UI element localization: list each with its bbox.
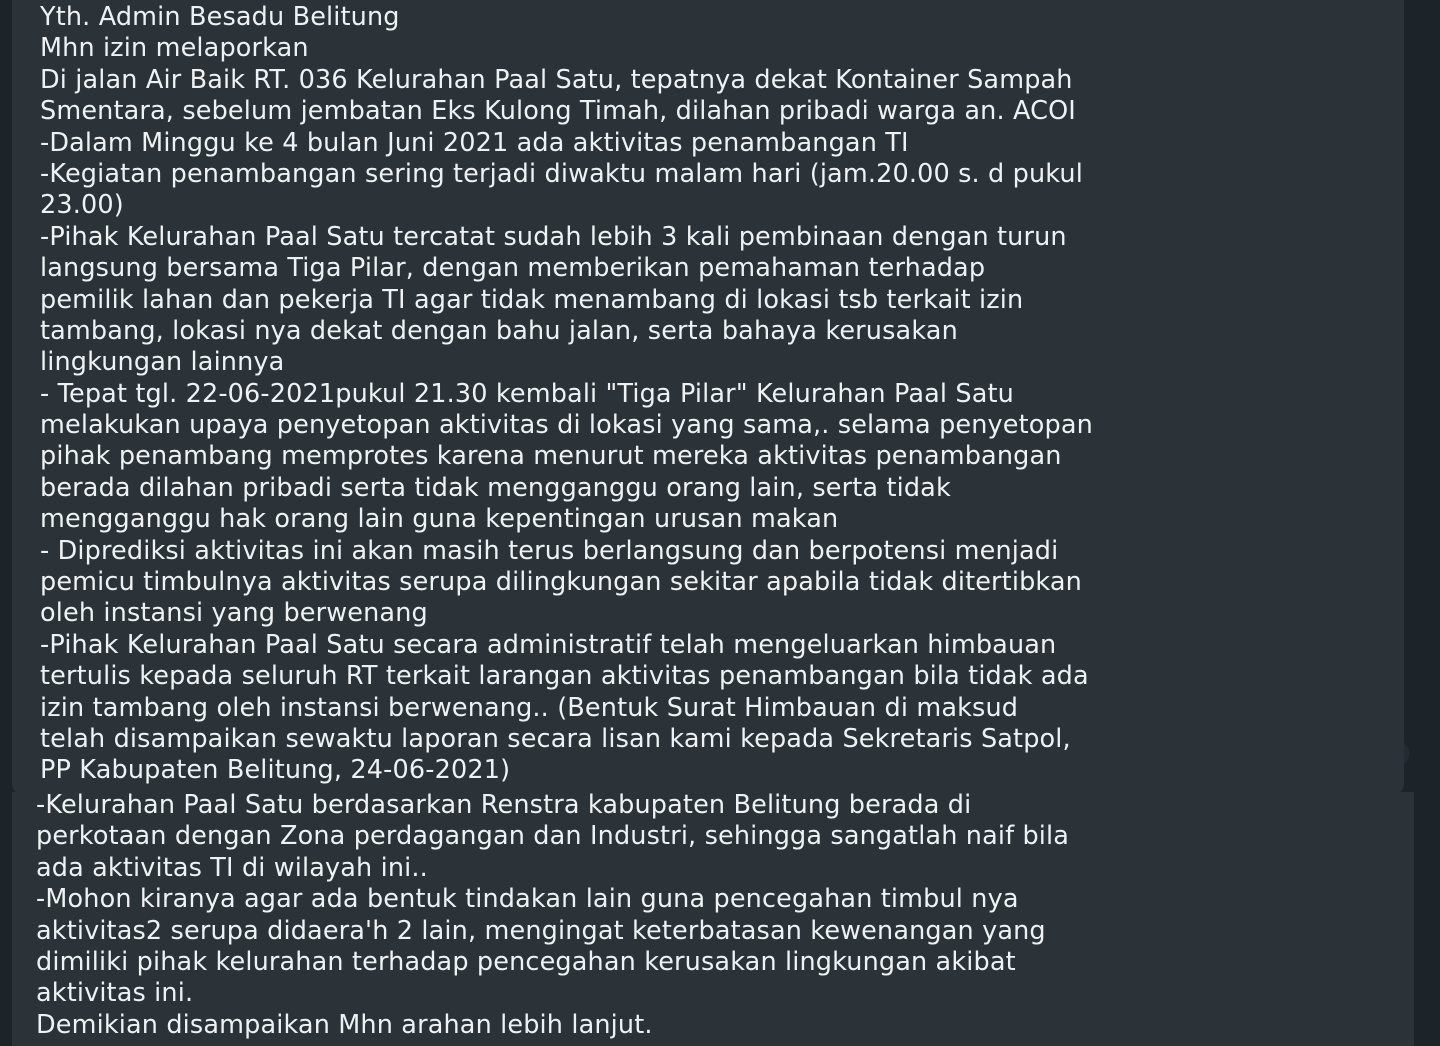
message-line: Mhn izin melaporkan bbox=[40, 33, 309, 64]
message-line: ada aktivitas TI di wilayah ini.. bbox=[36, 852, 428, 883]
message-line: Di jalan Air Baik RT. 036 Kelurahan Paal Satu, tepatnya dekat Kontainer Sampah bbox=[40, 64, 1073, 95]
message-line: oleh instansi yang berwenang bbox=[40, 598, 428, 629]
message-line: 23.00) bbox=[40, 190, 124, 221]
message-line: pemicu timbulnya aktivitas serupa dilingkungan sekitar apabila tidak ditertibkan bbox=[40, 567, 1082, 598]
message-line: -Kegiatan penambangan sering terjadi diwaktu malam hari (jam.20.00 s. d pukul bbox=[40, 158, 1083, 189]
message-line: aktivitas2 serupa didaera'h 2 lain, mengingat keterbatasan kewenangan yang bbox=[36, 915, 1046, 946]
message-line: -Pihak Kelurahan Paal Satu tercatat sudah lebih 3 kali pembinaan dengan turun bbox=[40, 221, 1067, 252]
message-line: Yth. Admin Besadu Belitung bbox=[40, 2, 400, 32]
message-line: - Tepat tgl. 22-06-2021pukul 21.30 kembali "Tiga Pilar" Kelurahan Paal Satu bbox=[40, 378, 1014, 409]
message-line: langsung bersama Tiga Pilar, dengan memberikan pemahaman terhadap bbox=[40, 253, 986, 284]
message-line: telah disampaikan sewaktu laporan secara lisan kami kepada Sekretaris Satpol, bbox=[40, 723, 1071, 754]
message-line: berada dilahan pribadi serta tidak mengganggu orang lain, serta tidak bbox=[40, 472, 951, 503]
message-line: -Kelurahan Paal Satu berdasarkan Renstra kabupaten Belitung berada di bbox=[36, 790, 972, 820]
message-line: pemilik lahan dan pekerja TI agar tidak menambang di lokasi tsb terkait izin bbox=[40, 284, 1024, 315]
message-line: izin tambang oleh instansi berwenang.. (Bentuk Surat Himbauan di maksud bbox=[40, 692, 1019, 723]
message-text-lower bbox=[36, 790, 1416, 1041]
message-line: -Mohon kiranya agar ada bentuk tindakan lain guna pencegahan timbul nya bbox=[36, 884, 1019, 915]
message-line: dimiliki pihak kelurahan terhadap pencegahan kerusakan lingkungan akibat bbox=[36, 946, 1016, 977]
message-line: melakukan upaya penyetopan aktivitas di lokasi yang sama,. selama penyetopan bbox=[40, 410, 1093, 441]
message-line: -Pihak Kelurahan Paal Satu secara administratif telah mengeluarkan himbauan bbox=[40, 629, 1057, 660]
message-line: PP Kabupaten Belitung, 24-06-2021) bbox=[40, 755, 511, 786]
message-line: tambang, lokasi nya dekat dengan bahu jalan, serta bahaya kerusakan bbox=[40, 315, 958, 346]
message-line: pihak penambang memprotes karena menurut mereka aktivitas penambangan bbox=[40, 441, 1062, 472]
message-line: -Dalam Minggu ke 4 bulan Juni 2021 ada aktivitas penambangan TI bbox=[40, 127, 909, 158]
message-line: lingkungan lainnya bbox=[40, 347, 285, 378]
message-line: perkotaan dengan Zona perdagangan dan Industri, sehingga sangatlah naif bila bbox=[36, 821, 1070, 852]
message-line: tertulis kepada seluruh RT terkait larangan aktivitas penambangan bila tidak ada bbox=[40, 661, 1089, 692]
message-line: mengganggu hak orang lain guna kepentingan urusan makan bbox=[40, 504, 839, 535]
message-line: Demikian disampaikan Mhn arahan lebih lanjut. bbox=[36, 1009, 653, 1040]
message-text-upper bbox=[40, 2, 1420, 787]
message-line: aktivitas ini. bbox=[36, 978, 194, 1009]
message-line: - Diprediksi aktivitas ini akan masih terus berlangsung dan berpotensi menjadi bbox=[40, 535, 1059, 566]
message-line: Smentara, sebelum jembatan Eks Kulong Timah, dilahan pribadi warga an. ACOI bbox=[40, 96, 1076, 127]
